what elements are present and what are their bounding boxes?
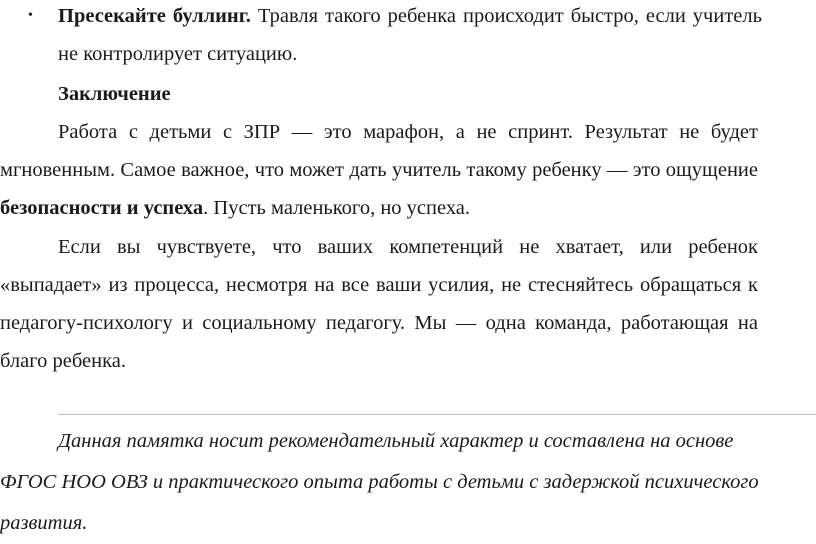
bullet-title: Пресекайте буллинг. <box>58 5 251 27</box>
conclusion-paragraph-1 <box>0 113 758 227</box>
paragraph-1-emphasis: безопасности и успеха <box>0 197 204 219</box>
conclusion-paragraph-2: Если вы чувствуете, что ваших компетенций не хватает, или ребенок «выпадает» из процесса, несмотря на все ваши усилия, не стесняйтесь обращаться к педагогу-психологу и социальному педагогу. Мы — одна команда, работающая на благо ребенка. <box>0 236 758 372</box>
footer-note: Данная памятка носит рекомендательный характер и составлена на основе ФГОС НОО ОВЗ и практического опыта работы с детьми с задержкой психического развития. <box>0 430 759 534</box>
section-heading: Заключение <box>58 83 171 105</box>
bullet-body: Травля такого ребенка происходит быстро, если учитель не контролирует ситуацию. <box>58 5 762 65</box>
bullet-text <box>58 0 762 73</box>
horizontal-divider <box>58 414 816 415</box>
bullet-dot-icon: • <box>28 8 33 23</box>
paragraph-1-end: . Пусть маленького, но успеха. <box>203 197 471 219</box>
paragraph-1-start: Работа с детьми с ЗПР — это марафон, а не спринт. Результат не будет мгновенным. Самое важное, что может дать учитель такому ребенку — это ощущение <box>0 121 758 181</box>
bullet-item-bullying <box>22 0 762 73</box>
